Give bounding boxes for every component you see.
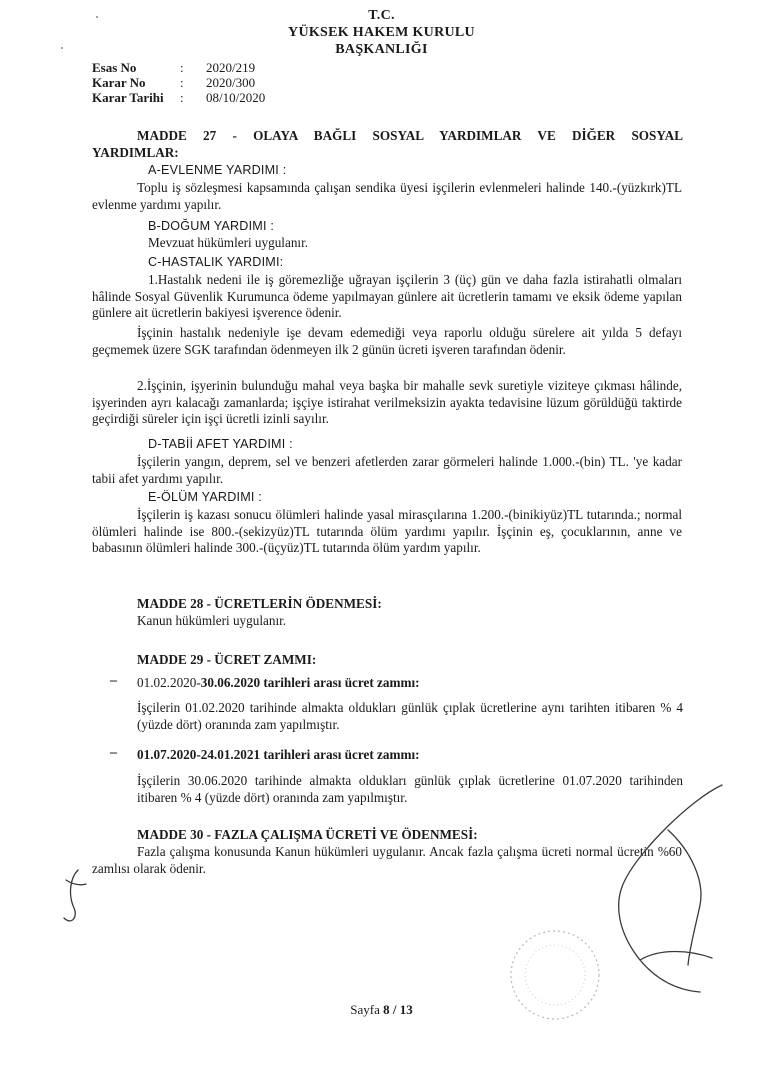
- raise-period-1-text: İşçilerin 01.02.2020 tarihinde almakta oldukları günlük çıplak ücretlerine aynı tarihten itibaren % 4 (yüzde dört) oranında zam yapılmıştır.: [137, 700, 683, 732]
- header-tc: T.C.: [368, 8, 395, 23]
- list-dash: –: [110, 745, 117, 760]
- stamp-mark: [511, 931, 599, 1019]
- karar-tarihi-sep: :: [180, 90, 184, 105]
- disaster-aid-text: İşçilerin yangın, deprem, sel ve benzeri afetlerden zarar görmeleri halinde 1.000.-(bin) TL. 'ye kadar tabii afet yardımı yapılır.: [92, 454, 682, 486]
- disaster-aid-heading: D-TABİİ AFET YARDIMI :: [148, 437, 293, 451]
- article-28-text: Kanun hükümleri uygulanır.: [137, 613, 287, 628]
- article-30-text: Fazla çalışma konusunda Kanun hükümleri uygulanır. Ancak fazla çalışma ücreti normal ücretin %60 zamlısı olarak ödenir.: [92, 844, 682, 876]
- esas-no-sep: :: [180, 60, 184, 75]
- esas-no-value: 2020/219: [206, 60, 256, 75]
- header-institution: YÜKSEK HAKEM KURULU: [288, 25, 475, 40]
- article-30-title: MADDE 30 - FAZLA ÇALIŞMA ÜCRETİ VE ÖDENMESİ:: [137, 827, 478, 842]
- marriage-aid-text: Toplu iş sözleşmesi kapsamında çalışan sendika üyesi işçilerin evlenmeleri halinde 140.-(yüzkırk)TL evlenme yardımı yapılır.: [92, 180, 682, 212]
- article-27-title-cont: YARDIMLAR:: [92, 145, 179, 160]
- article-27-title: MADDE 27 - OLAYA BAĞLI SOSYAL YARDIMLAR VE DİĞER SOSYAL: [137, 128, 683, 143]
- karar-no-sep: :: [180, 75, 184, 90]
- article-29-title: MADDE 29 - ÜCRET ZAMMI:: [137, 652, 317, 667]
- stamp-inner-ring: [525, 945, 585, 1005]
- page-number: 8 / 13: [383, 1002, 413, 1017]
- sickness-aid-heading: C-HASTALIK YARDIMI:: [148, 255, 284, 269]
- header-department: BAŞKANLIĞI: [335, 42, 428, 57]
- sickness-aid-para-3: 2.İşçinin, işyerinin bulunduğu mahal veya başka bir mahalle sevk suretiyle viziteye çıkması hâlinde, işyerinden ayrı kalacağı zamanlarda; işçiye istirahat verilmeksizin ayakta tedavisine lüzum görüldüğü taktirde geçirdiği süreler için işçi ücretli izinli sayılır.: [92, 378, 682, 426]
- death-aid-heading: E-ÖLÜM YARDIMI :: [148, 490, 262, 504]
- karar-tarihi-value: 08/10/2020: [206, 90, 266, 105]
- birth-aid-text: Mevzuat hükümleri uygulanır.: [148, 235, 309, 250]
- sickness-aid-para-2: İşçinin hastalık nedeniyle işe devam edemediği veya raporlu olduğu sürelere ait yılda 5 defayı geçmemek üzere SGK tarafından ödenmeyen ilk 2 günün ücreti işveren tarafından ödenir.: [92, 325, 682, 357]
- raise-period-2-title: 01.07.2020-24.01.2021 tarihleri arası ücret zammı:: [137, 747, 420, 762]
- marriage-aid-heading: A-EVLENME YARDIMI :: [148, 163, 287, 177]
- sickness-aid-para-1: 1.Hastalık nedeni ile iş göremezliğe uğrayan işçilerin 3 (üç) gün ve daha fazla istirahatli olmaları hâlinde Sosyal Güvenlik Kurumunca ödeme yapılmayan günlere ait ücretlerin tamamı ve eksik ödeme yapılan günlere ait ücretlerin bakiyesi işverence ödenir.: [92, 272, 682, 320]
- raise-period-1-rest: 30.06.2020 tarihleri arası ücret zammı:: [200, 675, 420, 690]
- scan-speck: [96, 16, 98, 18]
- raise-period-2-text: İşçilerin 30.06.2020 tarihinde almakta oldukları günlük çıplak ücretlerine 01.07.2020 tarihinden itibaren % 4 (yüzde dört) oranında zam yapılmıştır.: [137, 773, 683, 805]
- karar-no-value: 2020/300: [206, 75, 256, 90]
- esas-no-label: Esas No: [92, 60, 137, 75]
- list-dash: –: [110, 673, 117, 688]
- raise-period-1-start: 01.02.2020-: [137, 675, 201, 690]
- karar-tarihi-label: Karar Tarihi: [92, 90, 164, 105]
- page-label: Sayfa: [350, 1002, 380, 1017]
- paraph-mark: [64, 870, 86, 921]
- birth-aid-heading: B-DOĞUM YARDIMI :: [148, 219, 275, 233]
- death-aid-text: İşçilerin iş kazası sonucu ölümleri halinde yasal mirasçılarına 1.200.-(binikiyüz)TL tutarında.; normal ölümleri halinde ise 800.-(sekizyüz)TL tutarında ölüm yardımı yapılır. İşçinin eş, çocuklarının, anne ve babasının ölümleri halinde 300.-(üçyüz)TL tutarında ölüm yardım yapılır.: [92, 507, 682, 555]
- signature-mark: [619, 785, 722, 992]
- scan-speck: [61, 47, 63, 49]
- karar-no-label: Karar No: [92, 75, 146, 90]
- article-28-title: MADDE 28 - ÜCRETLERİN ÖDENMESİ:: [137, 596, 382, 611]
